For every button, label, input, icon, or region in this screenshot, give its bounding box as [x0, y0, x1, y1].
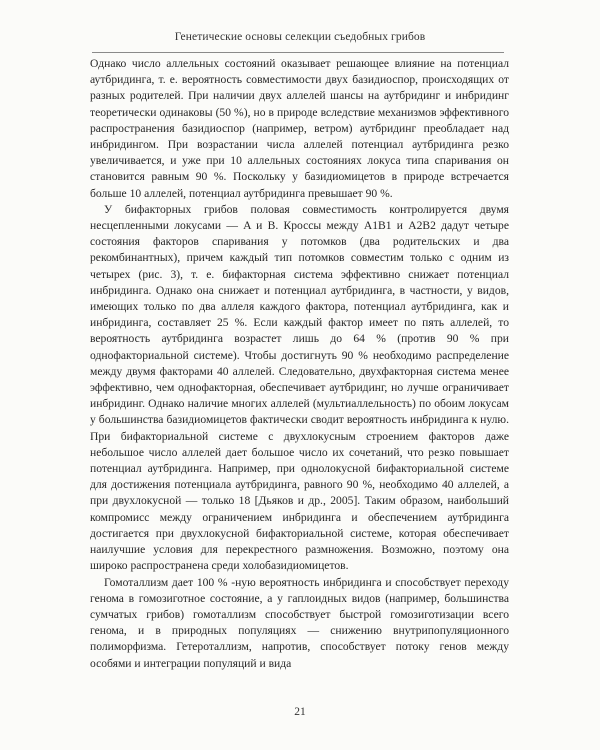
page-number: 21 [294, 706, 306, 718]
paragraph-3: Гомоталлизм дает 100 % -ную вероятность инбридинга и способствует переходу генома в гомозиготное состояние, а у гаплоидных видов (например, большинства сумчатых грибов) гомоталлизм способствует быстрой гомозиготизации всего генома, и в природных популяциях — снижению внутрипопуляционного полиморфизма. Гетероталлизм, напротив, способствует потоку генов между особями и интеграции популяций и вида [90, 575, 509, 670]
body-text [90, 56, 509, 672]
paragraph-2: У бифакторных грибов половая совместимость контролируется двумя несцепленными локусами — A и B. Кроссы между A1B1 и A2B2 дадут четыре состояния факторов спаривания у потомков (два родительских и два рекомбинантных), причем каждый тип потомков совместим только с одним из четырех (рис. 3), т. е. бифакторная система эффективно снижает потенциал инбридинга. Однако она снижает и потенциал аутбридинга, в частности, у видов, имеющих только по два аллеля каждого фактора, потенциал аутбридинга, как и инбридинга, составляет 25 %. Если каждый фактор имеет по пять аллелей, то вероятность аутбридинга возрастет лишь до 64 % (против 90 % при однофакториальной системе). Чтобы достигнуть 90 % необходимо распределение между двумя факторами 40 аллелей. Следовательно, двухфакторная система менее эффективно, чем однофакторная, обеспечивает аутбридинг, но лучше ограничивает инбридинг. Однако наличие многих аллелей (мультиаллельность) по обоим локусам у большинства базидиомицетов фактически сводит вероятность инбридинга к нулю. При бифакториальной системе с двухлокусным строением факторов даже небольшое число аллелей дает большое число их сочетаний, что резко повышает потенциал аутбридинга. Например, при однолокусной бифакториальной системе для достижения потенциала аутбридинга, равного 90 %, необходимо 40 аллелей, а при двухлокусной — только 18 [Дьяков и др., 2005]. Таким образом, наибольший компромисс между ограничением инбридинга и обеспечением аутбридинга достигается при двухлокусной бифакториальной системе, которая обеспечивает наилучшие условия для перекрестного размножения. Возможно, поэтому она широко распространена среди холобазидиомицетов. [90, 202, 509, 573]
header-rule [92, 52, 504, 53]
running-head: Генетические основы селекции съедобных грибов [174, 31, 426, 43]
paragraph-1: Однако число аллельных состояний оказывает решающее влияние на потенциал аутбридинга, т. е. вероятность совместимости двух базидиоспор, происходящих от разных родителей. При наличии двух аллелей шансы на аутбридинг и инбридинг теоретически одинаковы (50 %), но в природе вследствие механизмов эффективного распространения базидиоспор (например, ветром) аутбридинг преобладает над инбридингом. При возрастании числа аллелей потенциал аутбридинга резко увеличивается, и уже при 10 аллельных состояниях локуса типа спаривания он становится равным 90 %. Поскольку у базидиомицетов в природе встречается больше 10 аллелей, потенциал аутбридинга превышает 90 %. [90, 57, 509, 200]
